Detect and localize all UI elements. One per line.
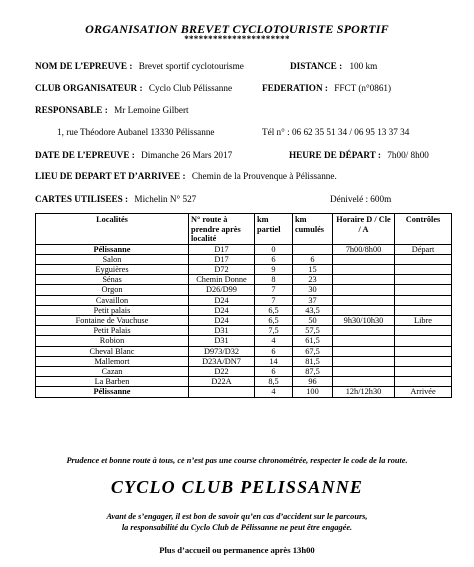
km-cumules-cell: 100 (293, 387, 333, 397)
table-row (36, 305, 452, 315)
horaire-cell: 7h00/8h00 (333, 244, 395, 254)
header-km-partiel: km partiel (255, 214, 293, 245)
localite-cell: Orgon (36, 285, 189, 295)
localite-cell: Fontaine de Vauchuse (36, 315, 189, 325)
heure-label: HEURE DE DÉPART : (289, 150, 381, 160)
km-cumules-cell: 96 (293, 377, 333, 387)
horaire-cell (333, 326, 395, 336)
km-cumules-cell: 81,5 (293, 356, 333, 366)
lieu-label: LIEU DE DEPART ET D’ARRIVEE : (35, 171, 186, 181)
route-cell: D24 (189, 315, 255, 325)
route-cell: D973/D32 (189, 346, 255, 356)
club-value: Cyclo Club Pélissanne (148, 83, 233, 93)
responsibility-note-line-1: Avant de s’engager, il est bon de savoir qu’en cas d’accident sur le parcours, (106, 512, 368, 521)
club-label: CLUB ORGANISATEUR : (35, 83, 143, 93)
km-partiel-cell: 14 (255, 356, 293, 366)
km-partiel-cell: 6 (255, 366, 293, 376)
table-row (36, 377, 452, 387)
controle-cell (395, 356, 452, 366)
horaire-cell (333, 346, 395, 356)
localite-cell: Pélissanne (36, 244, 189, 254)
header-km-cumules: km cumulés (293, 214, 333, 245)
localite-cell: Cavaillon (36, 295, 189, 305)
header-localites: Localités (36, 214, 189, 245)
address: 1, rue Théodore Aubanel 13330 Pélissanne (57, 127, 215, 137)
km-cumules-cell (293, 244, 333, 254)
km-partiel-cell: 7 (255, 295, 293, 305)
header-route: N° route à prendre après localité (189, 214, 255, 245)
localite-cell: Sénas (36, 275, 189, 285)
km-cumules-cell: 23 (293, 275, 333, 285)
controle-cell: Libre (395, 315, 452, 325)
route-cell: D17 (189, 244, 255, 254)
horaire-cell (333, 285, 395, 295)
horaire-cell (333, 336, 395, 346)
km-partiel-cell: 0 (255, 244, 293, 254)
km-partiel-cell: 8,5 (255, 377, 293, 387)
controle-cell (395, 305, 452, 315)
distance-row (290, 61, 377, 71)
controle-cell (395, 285, 452, 295)
km-partiel-cell: 7,5 (255, 326, 293, 336)
table-row (36, 295, 452, 305)
table-row (36, 336, 452, 346)
km-cumules-cell: 37 (293, 295, 333, 305)
localite-cell: Cazan (36, 366, 189, 376)
km-cumules-cell: 50 (293, 315, 333, 325)
table-row (36, 356, 452, 366)
localite-cell: Mallemort (36, 356, 189, 366)
responsibility-note-line-2: la responsabilité du Cyclo Club de Pélissanne ne peut être engagée. (121, 523, 353, 532)
table-row (36, 346, 452, 356)
horaire-cell: 12h/12h30 (333, 387, 395, 397)
route-cell: D24 (189, 305, 255, 315)
km-partiel-cell: 4 (255, 336, 293, 346)
document-title: ORGANISATION BREVET CYCLOTOURISTE SPORTIF (85, 22, 389, 36)
localite-cell: Salon (36, 254, 189, 264)
table-row (36, 254, 452, 264)
route-cell: D24 (189, 295, 255, 305)
header-controles: Contrôles (395, 214, 452, 245)
localite-cell: Petit Palais (36, 326, 189, 336)
route-cell: D31 (189, 326, 255, 336)
localite-cell: Pélissanne (36, 387, 189, 397)
km-partiel-cell: 7 (255, 285, 293, 295)
km-cumules-cell: 43,5 (293, 305, 333, 315)
heure-row (289, 150, 429, 160)
route-cell: D72 (189, 264, 255, 274)
localite-cell: Eyguières (36, 264, 189, 274)
title-stars: ********************** (184, 34, 290, 44)
epreuve-label: NOM DE L’EPREUVE : (35, 61, 133, 71)
route-cell: D31 (189, 336, 255, 346)
km-cumules-cell: 61,5 (293, 336, 333, 346)
km-partiel-cell: 8 (255, 275, 293, 285)
controle-cell (395, 264, 452, 274)
epreuve-row (35, 61, 244, 71)
lieu-row (35, 171, 337, 181)
denivele: Dénivelé : 600m (330, 194, 392, 204)
table-row (36, 315, 452, 325)
controle-cell (395, 326, 452, 336)
horaire-cell (333, 295, 395, 305)
km-cumules-cell: 57,5 (293, 326, 333, 336)
km-partiel-cell: 4 (255, 387, 293, 397)
table-row (36, 275, 452, 285)
controle-cell: Arrivée (395, 387, 452, 397)
lieu-value: Chemin de la Prouvenque à Pélissanne. (191, 171, 337, 181)
cartes-label: CARTES UTILISEES : (35, 194, 129, 204)
federation-value: FFCT (n°0861) (334, 83, 392, 93)
route-cell: D23A/DN7 (189, 356, 255, 366)
localite-cell: Petit palais (36, 305, 189, 315)
route-table (35, 213, 452, 398)
date-value: Dimanche 26 Mars 2017 (141, 150, 233, 160)
km-partiel-cell: 6,5 (255, 315, 293, 325)
table-header-row (36, 214, 452, 245)
controle-cell (395, 346, 452, 356)
localite-cell: La Barben (36, 377, 189, 387)
reception-note: Plus d’accueil ou permanence après 13h00 (159, 545, 315, 555)
route-cell: D22 (189, 366, 255, 376)
route-table-body (36, 244, 452, 397)
horaire-cell: 9h30/10h30 (333, 315, 395, 325)
club-name-banner: CYCLO CLUB PELISSANNE (110, 477, 364, 497)
cartes-row (35, 194, 196, 204)
horaire-cell (333, 377, 395, 387)
localite-cell: Robion (36, 336, 189, 346)
federation-label: FEDERATION : (262, 83, 328, 93)
route-cell: D26/D99 (189, 285, 255, 295)
horaire-cell (333, 305, 395, 315)
controle-cell (395, 275, 452, 285)
route-cell: D22A (189, 377, 255, 387)
horaire-cell (333, 254, 395, 264)
horaire-cell (333, 356, 395, 366)
date-label: DATE DE L’EPREUVE : (35, 150, 135, 160)
horaire-cell (333, 275, 395, 285)
controle-cell: Départ (395, 244, 452, 254)
route-cell: D17 (189, 254, 255, 264)
prudence-note: Prudence et bonne route à tous, ce n’est pas une course chronométrée, respecter le code de la route. (66, 456, 408, 465)
horaire-cell (333, 264, 395, 274)
distance-value: 100 km (349, 61, 378, 71)
controle-cell (395, 377, 452, 387)
controle-cell (395, 295, 452, 305)
km-cumules-cell: 67,5 (293, 346, 333, 356)
km-cumules-cell: 30 (293, 285, 333, 295)
table-row (36, 326, 452, 336)
km-cumules-cell: 87,5 (293, 366, 333, 376)
cartes-value: Michelin N° 527 (134, 194, 197, 204)
responsibility-note (0, 511, 474, 533)
km-partiel-cell: 6 (255, 346, 293, 356)
club-row (35, 83, 232, 93)
table-row (36, 387, 452, 397)
responsable-value: Mr Lemoine Gilbert (114, 105, 189, 115)
controle-cell (395, 336, 452, 346)
route-cell (189, 387, 255, 397)
responsable-label: RESPONSABLE : (35, 105, 108, 115)
controle-cell (395, 254, 452, 264)
km-partiel-cell: 6 (255, 254, 293, 264)
table-row (36, 244, 452, 254)
distance-label: DISTANCE : (290, 61, 343, 71)
localite-cell: Cheval Blanc (36, 346, 189, 356)
km-partiel-cell: 9 (255, 264, 293, 274)
km-partiel-cell: 6,5 (255, 305, 293, 315)
route-cell: Chemin Donne (189, 275, 255, 285)
table-row (36, 285, 452, 295)
km-cumules-cell: 15 (293, 264, 333, 274)
header-horaire: Horaire D / Cle / A (333, 214, 395, 245)
km-cumules-cell: 6 (293, 254, 333, 264)
federation-row (262, 83, 391, 93)
responsable-row (35, 105, 189, 115)
epreuve-value: Brevet sportif cyclotourisme (138, 61, 244, 71)
telephone: Tél n° : 06 62 35 51 34 / 06 95 13 37 34 (262, 127, 410, 137)
table-row (36, 264, 452, 274)
date-row (35, 150, 232, 160)
controle-cell (395, 366, 452, 376)
table-row (36, 366, 452, 376)
heure-value: 7h00/ 8h00 (387, 150, 429, 160)
horaire-cell (333, 366, 395, 376)
